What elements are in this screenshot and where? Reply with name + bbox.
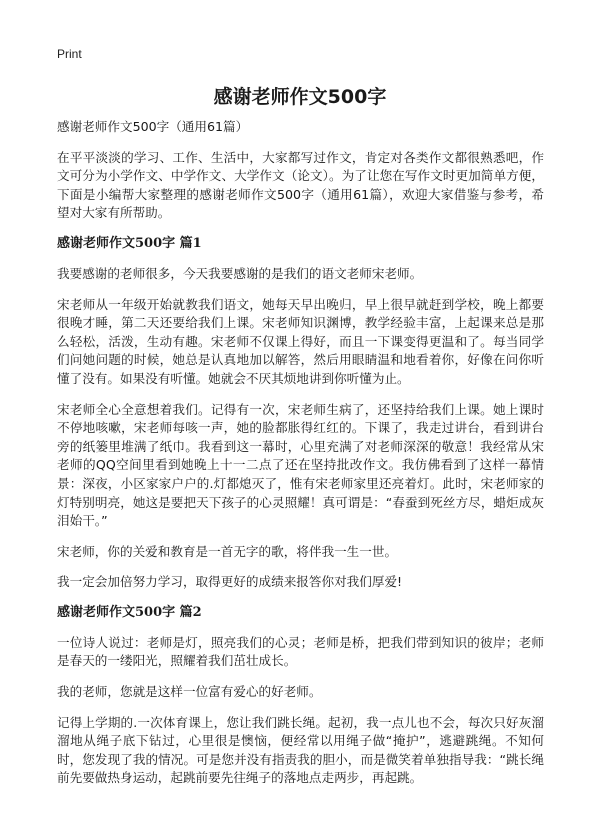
- body-paragraph: 我的老师，您就是这样一位富有爱心的好老师。: [57, 684, 322, 700]
- section-heading: 感谢老师作文500字 篇1: [57, 235, 202, 251]
- body-paragraph: 我要感谢的老师很多，今天我要感谢的是我们的语文老师宋老师。: [57, 265, 423, 281]
- document-subtitle: 感谢老师作文500字（通用61篇）: [57, 119, 249, 134]
- body-paragraph: 宋老师从一年级开始就教我们语文，她每天早出晚归，早上很早就赶到学校，晚上都要很晚才睡，第二天还要给我们上课。宋老师知识渊博，教学经验丰富，上起课来总是那么轻松，活泼，生动有趣。宋老师不仅课上得好，而且一下课变得更温和了。每当同学们问她问题的时候，她总是认真地加以解答，然后用眼睛温和地看着你，好像在问你听懂了没有。如果没有听懂。她就会不厌其烦地讲到你听懂为止。: [57, 296, 544, 386]
- body-paragraph: 宋老师，你的关爱和教育是一首无字的歌，将伴我一生一世。: [57, 543, 398, 559]
- body-paragraph: 记得上学期的.一次体育课上，您让我们跳长绳。起初，我一点儿也不会，每次只好灰溜溜地从绳子底下钻过，心里很是懊恼，便经常以用绳子做“掩护”，逃避跳绳。不知何时，您发现了我的情况。可是您并没有指责我的胆小，而是微笑着单独指导我：“跳长绳前先要做热身运动，起跳前要先往绳子的落地点走两步，再起跳。: [57, 714, 544, 786]
- document-title: 感谢老师作文500字: [213, 86, 387, 108]
- print-link[interactable]: Print: [57, 47, 82, 61]
- body-paragraph: 宋老师全心全意想着我们。记得有一次，宋老师生病了，还坚持给我们上课。她上课时不停地咳嗽，宋老师每咳一声，她的脸都胀得红红的。下课了，我走过讲台，看到讲台旁的纸篓里堆满了纸巾。我看到这一幕时，心里充满了对老师深深的敬意！我经常从宋老师的QQ空间里看到她晚上十一二点了还在坚持批改作文。我仿佛看到了这样一幕情景：深夜，小区家家户户的.灯都熄灭了，惟有宋老师家里还亮着灯。此时，宋老师家的灯特别明亮，她这是要把天下孩子的心灵照耀！真可谓是：“春蚕到死丝方尽，蜡炬成灰泪始干。”: [57, 401, 544, 529]
- body-paragraph: 我一定会加倍努力学习，取得更好的成绩来报答你对我们厚爱!: [57, 574, 403, 590]
- section-heading: 感谢老师作文500字 篇2: [57, 604, 202, 620]
- intro-paragraph: 在平平淡淡的学习、工作、生活中，大家都写过作文，肯定对各类作文都很熟悉吧，作文可分为小学作文、中学作文、大学作文（论文）。为了让您在写作文时更加简单方便，下面是小编帮大家整理的感谢老师作文500字（通用61篇），欢迎大家借鉴与参考，希望对大家有所帮助。: [57, 149, 544, 221]
- body-paragraph: 一位诗人说过：老师是灯，照亮我们的心灵；老师是桥，把我们带到知识的彼岸；老师是春天的一缕阳光，照耀着我们茁壮成长。: [57, 634, 544, 669]
- document-body: [57, 118, 544, 800]
